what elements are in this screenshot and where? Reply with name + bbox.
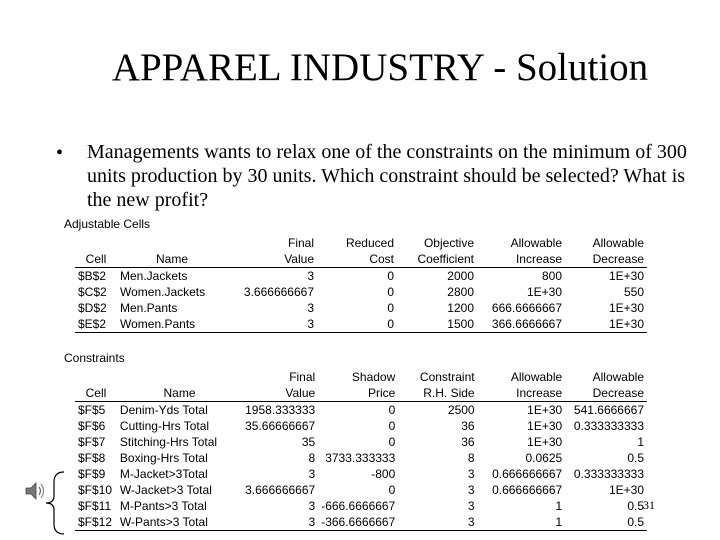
table-cell: 3: [307, 301, 314, 315]
column-header-top: [117, 233, 227, 251]
column-header: Cell: [75, 385, 117, 402]
speaker-icon[interactable]: [24, 480, 46, 502]
table-cell: 1958.333333: [245, 403, 316, 417]
table-cell: Cutting-Hrs Total: [119, 419, 210, 433]
column-header: Name: [117, 251, 227, 268]
table-cell: 35.66666667: [245, 419, 316, 433]
constraints-label: Constraints: [64, 351, 125, 365]
table-cell: 3: [467, 499, 475, 513]
table-cell: 0: [387, 301, 394, 315]
table-cell: 3: [308, 499, 316, 513]
table-cell: 0: [317, 316, 397, 333]
table-cell: 0.666666667: [492, 467, 563, 481]
bullet-marker: •: [56, 142, 64, 164]
column-header-top: Allowable: [592, 370, 644, 384]
table-cell: $F$7: [78, 435, 106, 449]
table-cell: 0: [387, 269, 394, 283]
table-cell: Stitching-Hrs Total: [119, 435, 218, 449]
table-cell: 2000: [447, 269, 474, 283]
column-header: Name: [117, 385, 242, 402]
table-cell: 366.6666667: [477, 316, 565, 333]
table-row: [75, 300, 647, 316]
table-cell: Women.Jackets: [120, 285, 206, 299]
table-cell: 666.6666667: [491, 301, 562, 315]
table-cell: $F$6: [78, 419, 106, 433]
slide-title: APPAREL INDUSTRY - Solution: [111, 46, 649, 89]
table-cell: $F$12: [75, 514, 117, 531]
table-cell: 0: [388, 403, 396, 417]
table-cell: 1E+30: [526, 285, 562, 299]
table-row: [75, 268, 647, 285]
table-cell: 0.333333333: [573, 467, 644, 481]
table-cell: 1E+30: [608, 483, 644, 497]
bullet-text: Managements wants to relax one of the constraints on the minimum of 300 units production by 30 units. Which constraint should be selected? What is the new profit?: [87, 141, 687, 211]
table-cell: 3: [467, 483, 475, 497]
table-cell: 36: [461, 435, 475, 449]
table-cell: $E$2: [75, 316, 117, 333]
table-cell: 0: [388, 483, 396, 497]
table-cell: -800: [371, 467, 396, 481]
table-cell: 0.5: [627, 451, 644, 465]
column-header-top: Reduced: [345, 236, 394, 250]
table-cell: 3: [308, 467, 316, 481]
column-header: Price: [318, 385, 398, 402]
table-cell: 541.6666667: [573, 403, 644, 417]
column-header-top: [117, 367, 242, 385]
table-row: [75, 418, 647, 434]
table-row: [75, 466, 647, 482]
table-cell: 0.333333333: [573, 419, 644, 433]
table-cell: 3.666666667: [243, 285, 314, 299]
column-header-top: Shadow: [351, 370, 396, 384]
table-cell: Men.Jackets: [120, 269, 188, 283]
constraints-table: [75, 367, 647, 531]
table-cell: 3: [307, 269, 314, 283]
table-cell: 1E+30: [527, 419, 563, 433]
adjustable-cells-table: [75, 233, 647, 333]
table-cell: 1E+30: [608, 269, 644, 283]
column-header-top: Objective: [423, 236, 474, 250]
table-cell: 1E+30: [527, 403, 563, 417]
table-row: [75, 284, 647, 300]
table-cell: 3.666666667: [245, 483, 316, 497]
column-header: Value: [242, 385, 318, 402]
table-cell: 3: [398, 514, 477, 531]
column-header: Decrease: [565, 385, 647, 402]
table-cell: $C$2: [78, 285, 107, 299]
table-cell: 1: [555, 499, 563, 513]
column-header-top: [75, 367, 117, 385]
table-row: [75, 482, 647, 498]
table-cell: 0.5: [565, 514, 647, 531]
table-cell: 36: [461, 419, 475, 433]
column-header-top: Final: [289, 370, 316, 384]
table-cell: 3: [467, 467, 475, 481]
table-cell: -366.6666667: [318, 514, 398, 531]
table-cell: $B$2: [78, 269, 107, 283]
table-cell: 550: [623, 285, 644, 299]
table-cell: 1: [637, 435, 644, 449]
table-cell: W-Jacket>3 Total: [119, 483, 212, 497]
table-cell: 8: [467, 451, 475, 465]
table-cell: 3: [227, 316, 317, 333]
table-cell: $F$11: [78, 499, 112, 513]
page-number: 31: [643, 498, 655, 512]
table-cell: $F$9: [78, 467, 106, 481]
table-row: [75, 402, 647, 419]
column-header-top: Allowable: [592, 236, 644, 250]
table-cell: 1: [478, 514, 566, 531]
table-cell: 0.5: [627, 499, 644, 513]
column-header: Coefficient: [397, 251, 477, 268]
column-header: Value: [227, 251, 317, 268]
table-cell: 1E+30: [565, 316, 647, 333]
column-header: Decrease: [565, 251, 647, 268]
table-cell: $F$10: [78, 483, 113, 497]
table-cell: 0.0625: [525, 451, 563, 465]
table-cell: 0: [387, 285, 394, 299]
column-header: Cell: [75, 251, 117, 268]
table-cell: 0.666666667: [492, 483, 563, 497]
left-brace-icon: [44, 470, 66, 536]
column-header-top: Allowable: [510, 370, 563, 384]
table-cell: Women.Pants: [117, 316, 227, 333]
table-cell: $F$5: [78, 403, 106, 417]
column-header-top: Constraint: [419, 370, 475, 384]
table-cell: M-Pants>3 Total: [119, 499, 207, 513]
column-header: Cost: [317, 251, 397, 268]
table-cell: 0: [388, 435, 396, 449]
adjustable-cells-label: Adjustable Cells: [64, 217, 151, 231]
column-header: Increase: [478, 385, 566, 402]
table-row: [75, 450, 647, 466]
table-cell: 2800: [447, 285, 474, 299]
table-cell: W-Pants>3 Total: [117, 514, 242, 531]
table-cell: 800: [541, 269, 562, 283]
table-cell: 1E+30: [608, 301, 644, 315]
column-header-top: Final: [287, 236, 314, 250]
column-header-top: Allowable: [510, 236, 562, 250]
table-cell: 35: [301, 435, 316, 449]
table-cell: 0: [388, 419, 396, 433]
table-row: [75, 434, 647, 450]
table-cell: 1200: [447, 301, 474, 315]
column-header: Increase: [477, 251, 565, 268]
table-cell: $F$8: [78, 451, 106, 465]
table-cell: $D$2: [78, 301, 107, 315]
table-cell: -666.6666667: [321, 499, 396, 513]
table-cell: Boxing-Hrs Total: [119, 451, 208, 465]
table-cell: M-Jacket>3Total: [119, 467, 208, 481]
table-cell: 1E+30: [527, 435, 563, 449]
column-header-top: [75, 233, 117, 251]
table-row: [75, 316, 647, 333]
table-row: [75, 498, 647, 514]
column-header: R.H. Side: [398, 385, 477, 402]
table-cell: 1500: [397, 316, 477, 333]
table-row: [75, 514, 647, 531]
table-cell: Men.Pants: [120, 301, 178, 315]
table-cell: 2500: [447, 403, 475, 417]
table-cell: 8: [308, 451, 316, 465]
table-cell: 3: [242, 514, 318, 531]
table-cell: Denim-Yds Total: [119, 403, 208, 417]
table-cell: 3733.333333: [325, 451, 396, 465]
